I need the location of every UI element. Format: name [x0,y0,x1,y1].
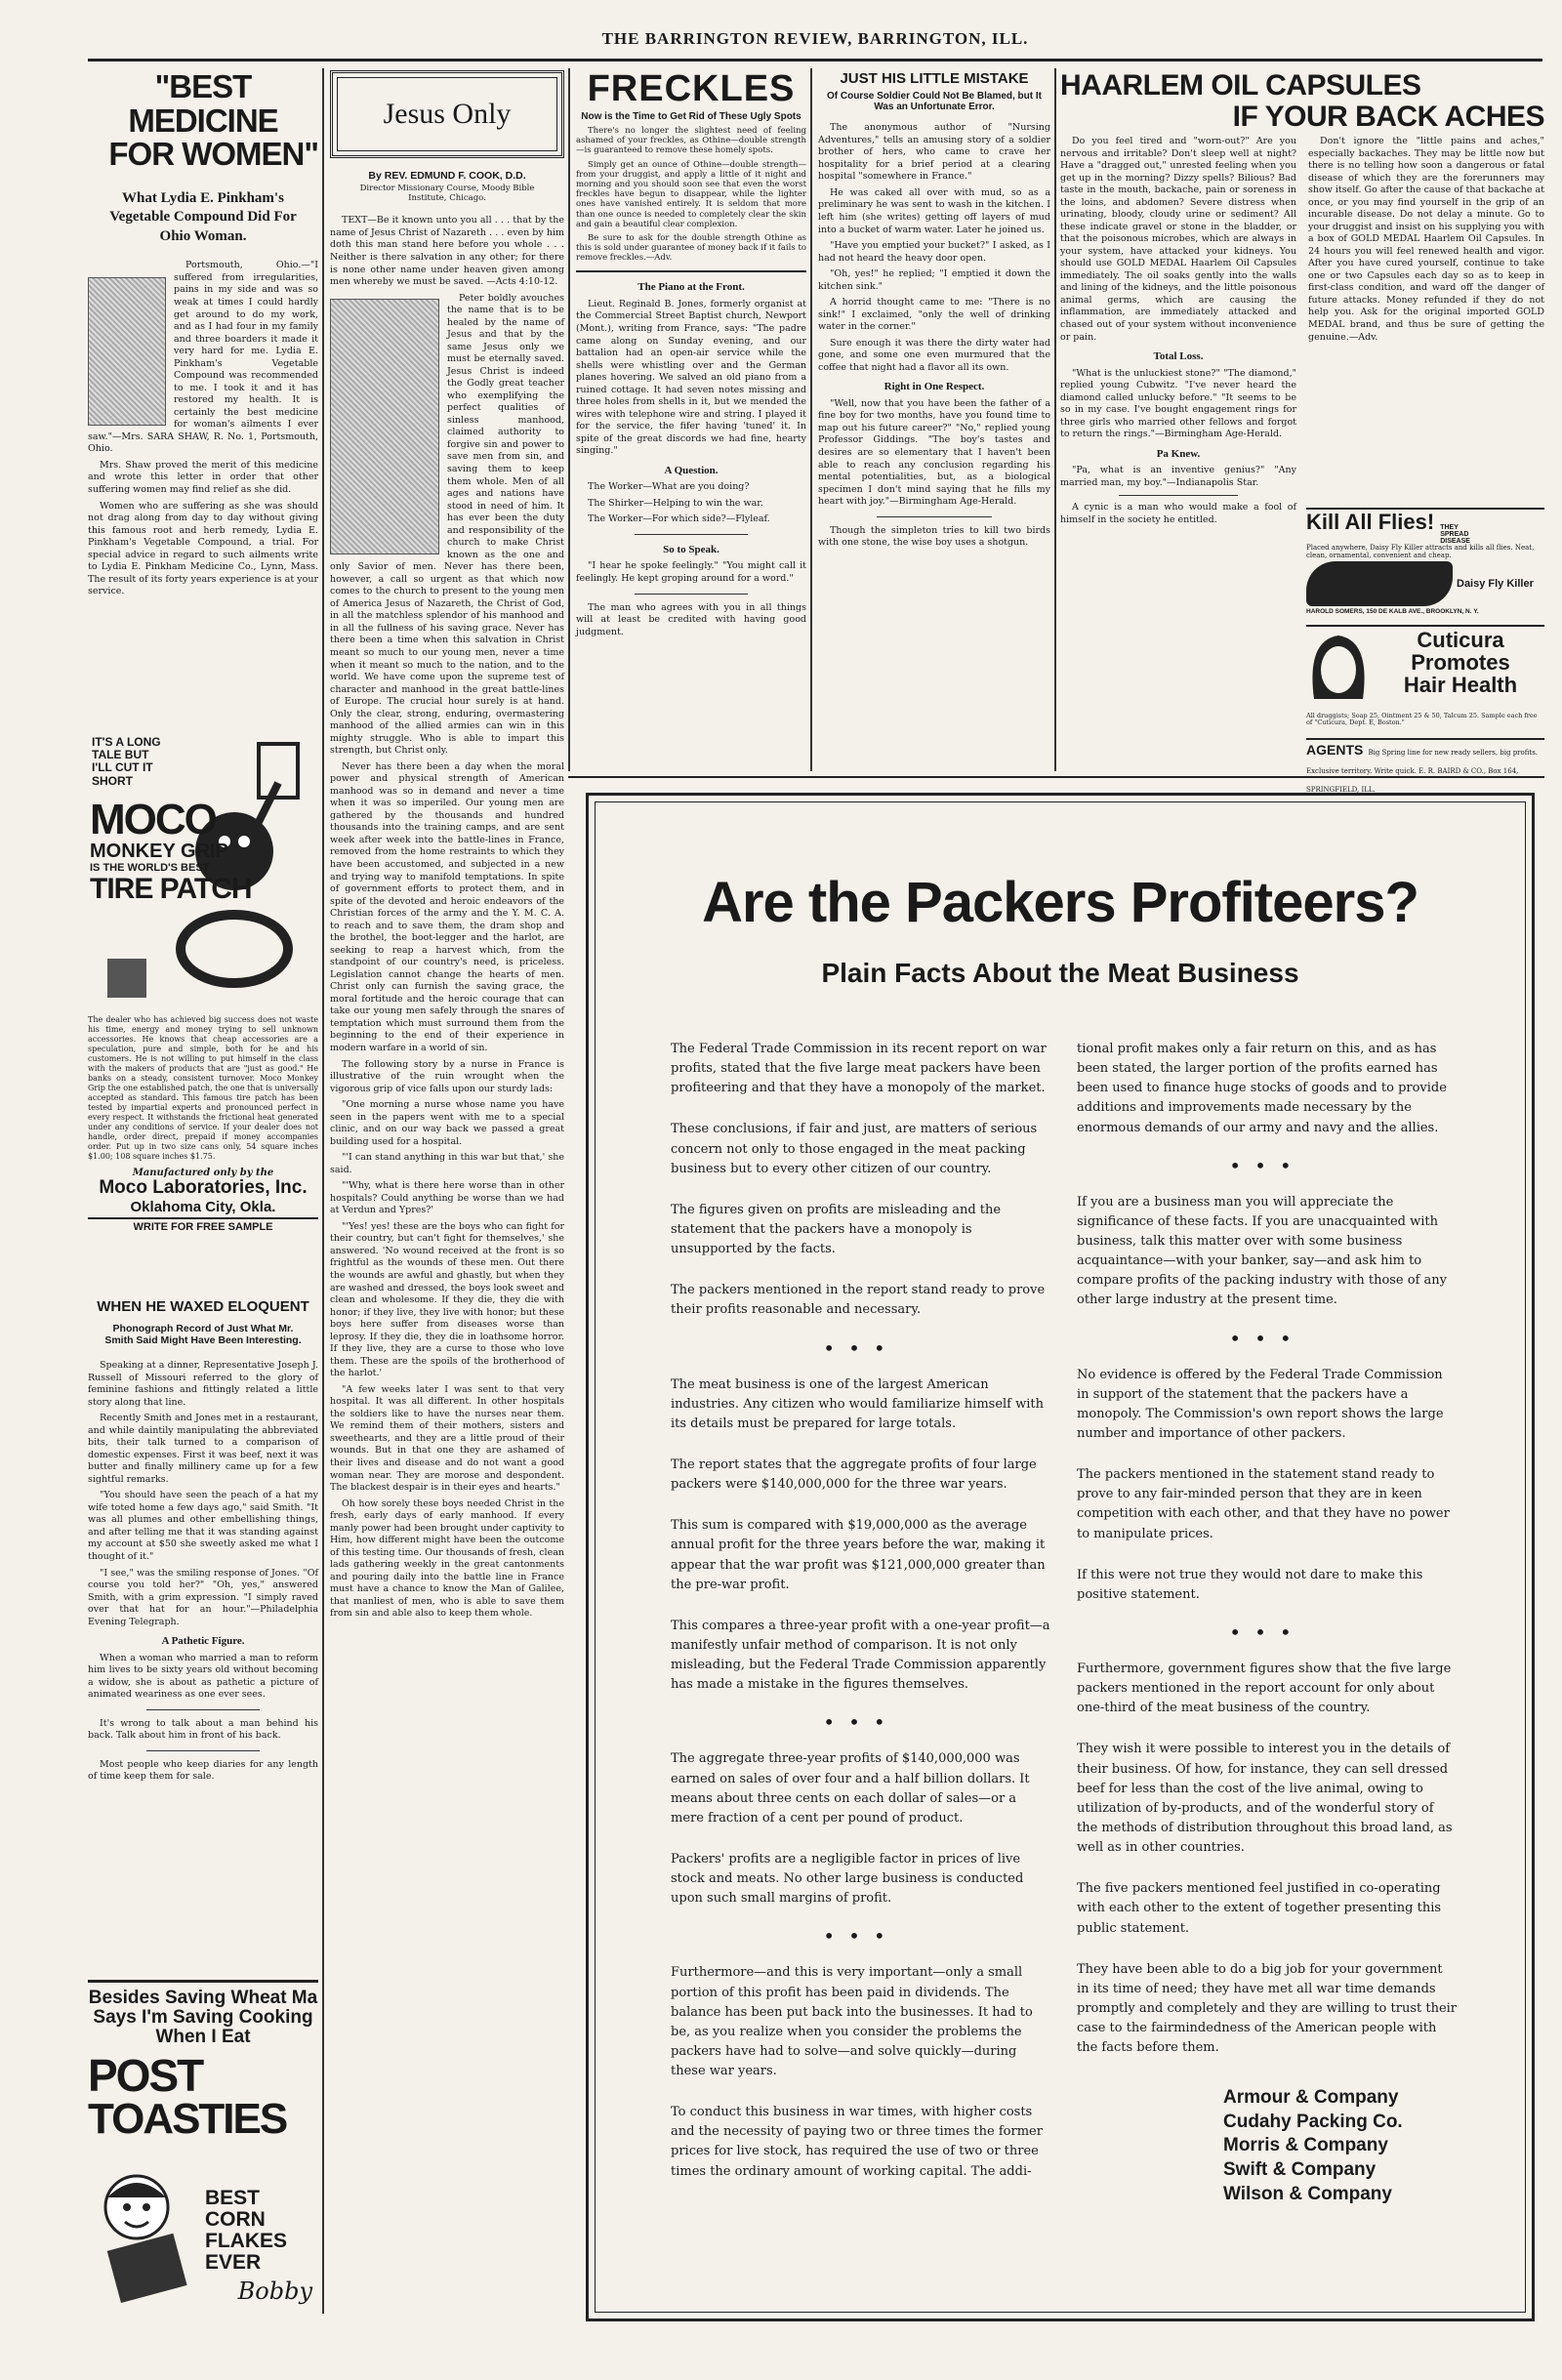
right-heading: Right in One Respect. [884,381,985,393]
column-rule [568,68,570,771]
toasties-ad [88,1980,318,2315]
moco-line-1: MONKEY GRIP [90,841,228,862]
pinkham-body: Portsmouth, Ohio.—"I suffered from irregularities, pains in my side and was so weak at times I could hardly get around to do my work, and as I had four in my family and three boarders it made it very hard for me. Lydia E. Pinkham's Vegetable Compound was recommended to me. I took it and it has restored my health. It is certainly the best medicine for woman's ailments I ever saw."—Mrs. SARA SHAW, R. No. 1, Portsmouth, Ohio. [88,260,318,455]
question-body: The Worker—What are you doing? [588,481,750,493]
packers-paragraph: Packers' profits are a negligible factor in prices of live stock and meats. No other large business is conducted upon such small margins of profit. [671,1851,1024,1907]
packers-subtitle: Plain Facts About the Meat Business [821,958,1299,988]
packers-paragraph: Furthermore, government figures show that the five large packers mentioned in the report account for only about one-third of the meat business of the country. [1077,1661,1452,1716]
moco-slogan: IT'S A LONG TALE BUT I'LL CUT IT SHORT [92,735,161,788]
pa-heading: Pa Knew. [1156,447,1201,460]
haarlem-body: Do you feel tired and "worn-out?" Are you nervous and irritable? Don't sleep well at night? Have a "dragged out," unrested feeling when you get up in the morning? Dizzy spells? Bilious? Bad taste in the mouth, backache, pain or soreness in the loins, and abdomen? Severe distress when urinating, bloody, cloudy urine or sediment? All these indicate gravel or stone in the bladder, or that the poisonous microbes, which are always in your system, have attacked your kidneys. You should use GOLD MEDAL Haarlem Oil Capsules immediately. The oil soaks gently into the walls and lining of the kidneys, and the little poisonous animal germs, which are causing the inflammation, are immediately attacked and chased out of your system without inconvenience or pain. [1060,136,1296,343]
cuticura-small: All druggists; Soap 25, Ointment 25 & 50, Talcum 25. Sample each free of "Cuticura, Dept. E, Boston." [1306,712,1538,727]
freckles-column [576,70,806,771]
jesus-text: TEXT—Be it known unto you all . . . that by the name of Jesus Christ of Nazareth . . . even by him doth this man stand here before you whole . . . Neither is there salvation in any other; for there is none other name under heaven given among men whereby we must be saved. —Acts 4:10-12. [330,215,564,288]
wrong-body: It's wrong to talk about a man behind his back. Talk about him in front of his back. [88,1717,318,1742]
freckles-body: Simply get an ounce of Othine—double strength—from your druggist, and apply a little of it night and morning and you should soon see that even the worst freckles have begun to disappear, while the lighter ones have vanished entirely. It is seldom that more than one ounce is needed to completely clear the skin and gain a beautiful clear complexion. [576,159,806,229]
packers-paragraph: The meat business is one of the largest American industries. Any citizen who would familiarize himself with its details must be prepared for large totals. [671,1376,1044,1431]
packers-paragraph: If you are a business man you will appreciate the significance of these facts. If you are unacquainted with business, talk this matter over with some business acquaintance—with your banker, say—and ask him to compare profits of the packing industry with those of any other large industry at the present time. [1077,1194,1447,1308]
jesus-body: "One morning a nurse whose name you have seen in the papers went with me to a special clinic, and on our way back we passed a great building used for a hospital. [330,1099,564,1147]
packer-signer: Swift & Company [1223,2159,1377,2181]
jesus-byline: By REV. EDMUND F. COOK, D.D. [368,170,526,182]
waxed-subhead: Phonograph Record of Just What Mr. Smith Said Might Have Been Interesting. [104,1323,302,1346]
moco-company: Moco Laboratories, Inc. [99,1177,308,1198]
column-rule [322,68,324,2314]
waxed-body: Speaking at a dinner, Representative Joseph J. Russell of Missouri referred to the glory of feminine fashions and fittingly related a little story along that line. [88,1360,318,1408]
haarlem-ad [1060,70,1544,578]
packer-signer: Wilson & Company [1223,2183,1392,2204]
column-rule [810,68,812,771]
waxed-article [88,1298,318,1972]
packers-signers [1223,2086,1477,2206]
jesus-body: "'Yes! yes! these are the boys who can fight for their country, but can't fight for themselves,' she answered. 'No wound received at the front is so frightful as the wounds of these men. Out there the wounds are awful and ghastly, but when they are washed and dressed, the boys look sweet and clean and wholesome. If they die, they die with honor; if they live, they live with honor; but these boys here suffer from diseases worse than leprosy. If they die, they die in loathsome horror. If they live, they are a curse to those who love them. These are the spoils of the brotherhood of the harlot.' [330,1220,564,1379]
fly-killer-illustration [1306,561,1453,606]
packer-signer: Cudahy Packing Co. [1223,2111,1403,2132]
flies-tag: THEY SPREAD DISEASE [1440,524,1470,545]
separator-dots: ••• [1229,1620,1305,1644]
mistake-headline: JUST HIS LITTLE MISTAKE [840,70,1029,87]
packers-paragraph: This sum is compared with $19,000,000 as the average annual profit for the three years before the war, making it appear that the war profit was $121,000,000 greater than the pre-war profit. [671,1518,1046,1592]
packers-paragraph: They have been able to do a big job for your government in its time of need; they have met all war time demands promptly and completely and they are willing to trust their case to the fairmindedness of the American people with the facts before them. [1077,1961,1458,2056]
packers-paragraph: This compares a three-year profit with a one-year profit—a manifestly unfair method of comparison. It is not only misleading, but the Federal Trade Commission apparently has made a mistake in the figures themselves. [671,1618,1050,1693]
toasties-brand-2: TOASTIES [88,2094,287,2143]
agents-ad [1306,738,1544,794]
cuticura-ad [1306,625,1544,736]
haarlem-headline-2: IF YOUR BACK ACHES [1232,100,1544,133]
agents-body: Big Spring line for new ready sellers, big profits. Exclusive territory. Write quick. E. R. BAIRD & CO., Box 164, SPRINGFIELD, ILL. [1306,749,1539,794]
flies-ad [1306,508,1544,625]
loss-body: "What is the unluckiest stone?" "The diamond," replied young Cubwitz. "I've never heard the diamond called unlucky before." "It seems to be so in my case. I've bought engagement rings for three girls who married other fellows and forgot to return the rings."—Birmingham Age-Herald. [1060,367,1296,440]
pinkham-body: Mrs. Shaw proved the merit of this medicine and wrote this letter in order that other suffering women may find relief as she did. [88,459,318,495]
jesus-body: "A few weeks later I was sent to that very hospital. It was all different. In other hospitals the soldiers like to have the nurses near them. We remind them of their mothers, sisters and sweethearts, and they are a little proud of their wounds. But in that one they are ashamed of their lives and disease and do not want a good woman near. They are morose and despondent. The blackest despair is in their eyes and hearts." [330,1383,564,1494]
packers-paragraph: The packers mentioned in the statement stand ready to prove to any fair-minded person that they are in keen competition with each other, and that they have no power to manipulate prices. [1077,1467,1450,1541]
separator-dots: ••• [823,1924,899,1949]
piano-heading: The Piano at the Front. [637,281,745,294]
packers-paragraph: tional profit makes only a fair return on this, and as has been stated, the larger portion of the profits earned has been used to finance huge stocks of goods and to provide additions and improvements made necessary by the enormous demands of our army and navy and the allies. [1077,1042,1447,1135]
packers-paragraph: The aggregate three-year profits of $140,000,000 was earned on sales of over four and a half billion dollars. It means about three cents on each dollar of sales—or a mere fraction of a cent per pound of product. [671,1751,1030,1826]
freckles-body: There's no longer the slightest need of feeling ashamed of your freckles, as Othine—double strength—is guaranteed to remove these homely spots. [576,126,806,156]
woman-face-illustration [1306,631,1371,709]
column-rule [1054,68,1056,771]
pa-body: "Pa, what is an inventive genius?" "Any married man, my boy."—Indianapolis Star. [1060,465,1296,488]
packers-left-column [671,1040,1051,2299]
mistake-column [818,70,1050,771]
packers-paragraph: The packers mentioned in the report stand ready to prove their profits reasonable and necessary. [671,1283,1046,1318]
moco-line-2: IS THE WORLD'S BEST [90,862,210,874]
jesus-only-article [330,70,564,2316]
jesus-body: Oh how sorely these boys needed Christ in the fresh, early days of early manhood. If every manly power had been brought under captivity to Him, how different might have been the outcome of this testing time. Our thousands of fresh, clean lads gathering weekly in the great cantonments and pouring daily into the battle line in France must have a chance to know the Man of Galilee, that manliest of men, who is able to save them from sin and able also to keep them whole. [330,1498,564,1620]
packers-paragraph: The five packers mentioned feel justified in co-operating with each other to the extent of together presenting this public statement. [1077,1881,1442,1936]
pinkham-headline-2: FOR WOMEN" [108,136,318,173]
masthead: THE BARRINGTON REVIEW, BARRINGTON, ILL. [601,29,1029,48]
packers-paragraph: Furthermore—and this is very important—only a small portion of this profit has been paid in dividends. The balance has been put back into the businesses. It had to be, as you realize when you consider the problems the packers have had to solve—and solve quickly—during these war years. [671,1965,1033,2079]
pathetic-body: When a woman who married a man to reform him lives to be sixty years old without becoming a widow, she is about as pathetic a picture of animated weariness as one ever sees. [88,1652,318,1701]
credited-body: The man who agrees with you in all things will at least be credited with having good judgment. [576,601,806,637]
masthead-rule [88,59,1542,62]
simpleton-body: Though the simpleton tries to kill two birds with one stone, the wise boy uses a shotgun. [818,524,1050,549]
speak-body: "I hear he spoke feelingly." "You might call it feelingly. He kept groping around for a word." [576,560,806,585]
speak-heading: So to Speak. [663,543,719,555]
toasties-signature: Bobby [237,2277,312,2305]
jesus-body: "'Why, what is there here worse than in other hospitals? Could anything be worse than we had at Verdun and Ypres?' [330,1180,564,1216]
mistake-subhead: Of Course Soldier Could Not Be Blamed, but It Was an Unfortunate Error. [826,91,1042,113]
mistake-body: "Oh, yes!" he replied; "I emptied it down the kitchen sink." [818,268,1050,292]
haarlem-headline-1: HAARLEM OIL CAPSULES [1060,69,1421,102]
packers-paragraph: The figures given on profits are misleading and the statement that the packers have a monopoly is unsupported by the facts. [671,1202,1002,1257]
freckles-headline: FRECKLES [587,68,796,109]
agents-headline: AGENTS [1306,742,1364,758]
moco-body: The dealer who has achieved big success does not waste his time, energy and money trying to sell unknown accessories. He knows that cheap accessories are a speculation, pure and simple, both for he and his customers. He is not willing to put himself in the class with the makers of products that are "just as good." He banks on a steady, consistent turnover. Moco Monkey Grip the one established patch, the one that is universally accepted as standard. This famous tire patch has been tested by impartial experts and pronounced perfect in every respect. It withstands the frictional heat generated under any conditions of service. If your dealer does not handle, order direct, prepaid if money accompanies order. Put up in two size cans only, 54 square inches $1.00; 108 square inches $1.75. [88,1015,318,1161]
separator-dots: ••• [823,1335,899,1360]
mistake-body: He was caked all over with mud, so as a preliminary he was sent to wash in the kitchen. I left him (she writes) getting off layers of mud into a bucket of warm water. Later he joined us. [818,186,1050,235]
question-body: The Shirker—Helping to win the war. [588,497,763,509]
jesus-title: Jesus Only [337,77,557,151]
haarlem-body: Don't ignore the "little pains and aches," especially backaches. They may be little now but there is no telling how soon a dangerous or fatal disease of which they are the forerunners may show itself. Go after the cause of that backache at once, or you may find yourself in the grip of an incurable disease. Do not delay a minute. Go to your druggist and insist on his supplying you with a box of GOLD MEDAL Haarlem Oil Capsules. In 24 hours you will feel renewed health and vigor. After you have cured yourself, continue to take one or two Capsules each day so as to keep in first-class condition, and ward off the danger of future attacks. Money refunded if they do not help you. Ask for the original imported GOLD MEDAL brand, and thus be sure of getting the genuine.—Adv. [1308,136,1544,343]
mistake-body: "Have you emptied your bucket?" I asked, as I had not heard the heavy door open. [818,240,1050,264]
jesus-title-box [330,70,564,158]
cook-portrait [330,299,439,554]
waxed-body: Recently Smith and Jones met in a restaurant, and while daintily manipulating the abbreviated bits, their talk turned to a comparison of domestic expenses. First it was beef, next it was butter and finally millinery came up for a few sightful remarks. [88,1413,318,1485]
packers-paragraph: To conduct this business in war times, with higher costs and the necessity of paying two or three times the former prices for live stock, has required the use of two or three times the ordinary amount of working capital. The addi- [671,2105,1043,2179]
right-body: "Well, now that you have been the father of a fine boy for two months, have you found time to map out his future career?" "No," replied young Professor Giddings. "The boy's tastes and desires are so elementary that I haven't been able to reach any conclusion regarding his mental potentialities, but, as a biological specimen I don't mind saying that he fills my heart with joy."—Birmingham Age-Herald. [818,397,1050,508]
pinkham-headline-1: "BEST MEDICINE [128,68,278,139]
moco-city: Oklahoma City, Okla. [130,1198,276,1215]
packer-signer: Morris & Company [1223,2135,1388,2156]
boy-illustration [88,2168,195,2305]
pathetic-heading: A Pathetic Figure. [161,1635,245,1648]
cuticura-line-1: Cuticura [1417,628,1504,652]
separator-dots: ••• [823,1710,899,1735]
packers-paragraph: They wish it were possible to interest you in the details of their business. Of how, for instance, they can sell dressed beef for less than the cost of the live animal, owing to utilization of by-products, and of the wonderful story of the methods of distribution throughout this broad land, as well as in other countries. [1077,1742,1453,1856]
waxed-body: "You should have seen the peach of a hat my wife toted home a few days ago," said Smith. "It was all plumes and other embellishing things, and after telling me that it was standing against my account at $50 she sweetly asked me what I thought of it." [88,1490,318,1562]
diaries-body: Most people who keep diaries for any length of time keep them for sale. [88,1758,318,1783]
moco-line-3: TIRE PATCH [90,873,252,906]
jesus-body: The following story by a nurse in France is illustrative of the ruin wrought when the vigorous grip of vice falls upon our sturdy lads: [330,1058,564,1094]
question-heading: A Question. [664,464,719,476]
packers-paragraph: No evidence is offered by the Federal Trade Commission in support of the statement that the packers have a monopoly. The Commission's own report shows the large number and importance of other packers. [1077,1367,1444,1441]
cynic-body: A cynic is a man who would make a fool of himself in the society he entitled. [1060,502,1296,525]
packers-paragraph: The Federal Trade Commission in its recent report on war profits, stated that the five large meat packers have been profiteering and that they have a monopoly of the market. [671,1042,1047,1096]
packers-paragraph: These conclusions, if fair and just, are matters of serious concern not only to those engaged in the meat packing business but to every other citizen of our country. [671,1122,1038,1176]
jesus-body: Never has there been a day when the moral power and physical strength of American manhood was so in demand and never a time when it was so imperiled. Our young men are gathered by the thousands and hundred thousands into the training camps, and are sent week after week into the battle-lines in France, removed from the home restraints to which they have been accustomed, and subjected in a new and trying way to manifold temptations. In spite of government efforts to protect them, and in spite of the devoted and heroic endeavors of the Christian forces of the army and the Y. M. C. A. to reach and to save them, the dram shop and the brothel, the boot-legger and the harlot, are seeking to reap a harvest which, from the standpoint of our country's need, is priceless. Legislation cannot change the hearts of men. Christ only can furnish the saving grace, the moral fortitude and the heroic courage that can take our young men safely through the snares of temptation which must surround them from the beginning to the end of their experience in modern warfare in a world of sin. [330,760,564,1053]
packers-paragraph: If this were not true they would not dare to make this positive statement. [1077,1567,1423,1602]
mistake-body: The anonymous author of "Nursing Adventures," tells an amusing story of a soldier brother of hers, who came to crave her hospitality for a brief period at a clearing hospital "somewhere in France." [818,122,1050,183]
jesus-role: Director Missionary Course, Moody Bible Institute, Chicago. [359,184,535,204]
toasties-line-2: BEST CORN FLAKES EVER [205,2187,287,2275]
flies-body: Placed anywhere, Daisy Fly Killer attracts and kills all flies. Neat, clean, ornamental, convenient and cheap. [1306,544,1535,559]
flies-brand: Daisy Fly Killer [1457,578,1534,591]
moco-ad [88,734,318,1281]
separator-dots: ••• [1229,1153,1305,1177]
moco-sample: WRITE FOR FREE SAMPLE [88,1217,318,1233]
pinkham-subhead: What Lydia E. Pinkham's Vegetable Compound Did For Ohio Woman. [109,189,297,244]
separator-dots: ••• [1229,1326,1305,1350]
toasties-line-1: Besides Saving Wheat Ma Says I'm Saving Cooking When I Eat [88,1988,318,2047]
mistake-body: A horrid thought came to me: "There is no sink!" I exclaimed, "only the well of drinking water in the corner." [818,297,1050,333]
waxed-headline: WHEN HE WAXED ELOQUENT [97,1298,309,1315]
flies-headline: Kill All Flies! [1306,510,1435,534]
toasties-brand-1: POST [88,2049,203,2101]
moco-made-by: Manufactured only by the [132,1168,274,1178]
waxed-body: "I see," was the smiling response of Jones. "Of course you told her?" "Oh, yes," answered Smith, with a grim expression. "I simply raved over that hat for an hour."—Philadelphia Evening Telegraph. [88,1567,318,1627]
packers-title: Are the Packers Profiteers? [702,871,1418,934]
packers-paragraph: The report states that the aggregate profits of four large packers were $140,000,000 for the three war years. [671,1457,1037,1493]
pinkham-ad [88,70,318,734]
mistake-body: Sure enough it was there the dirty water had gone, and some one even murmured that the coffee that night had a flavor all its own. [818,337,1050,373]
freckles-body: Be sure to ask for the double strength Othine as this is sold under guarantee of money back if it fails to remove freckles.—Adv. [576,232,806,264]
woman-portrait [88,277,166,426]
jesus-body: "'I can stand anything in this war but that,' she said. [330,1152,564,1175]
pinkham-body: Women who are suffering as she was should not drag along from day to day without giving this famous root and herb remedy, Lydia E. Pinkham's Vegetable Compound, a trial. For special advice in regard to such ailments write to Lydia E. Pinkham Medicine Co., Lynn, Mass. The result of its forty years experience is at your service. [88,500,318,597]
moco-brand: MOCO [90,796,216,843]
jesus-body: Peter boldly avouches the name that is to be healed by the name of Jesus and that by the same Jesus only we must be eternally saved. Jesus Christ is indeed the Godly great teacher who exemplifying the perfect qualities of sinless manhood, claimed authority to forgive sin and power to save men from sin, and saving them to keep them whole. Men of all ages and nations have stood in need of him. It has ever been the duty and responsibility of the church to make Christ known as the one and only Savior of men. Never has there been, however, a call so urgent as that which now comes to the church to present to the young men of America Jesus of Nazareth, the Christ of God, in all the matchless splendor of his manhood and in all the fullness of his saving grace. Never has there been a time when this salvation in Christ meant so much to our young men, never a time when it meant so much to the nation, and to the world. We have come upon the supreme test of character and manhood in the great battle-lines of Europe. The crucial hour surely is at hand. Only the clear, strong, enduring, overmastering manhood of the allied armies can win in this mighty struggle. Who is able to impart this strength, but Christ only. [330,292,564,757]
cuticura-line-2: Promotes [1411,650,1510,676]
question-body: The Worker—For which side?—Flyleaf. [588,513,770,525]
flies-address: HAROLD SOMERS, 150 DE KALB AVE., BROOKLYN, N. Y. [1306,608,1479,616]
loss-heading: Total Loss. [1153,350,1204,363]
piano-body: Lieut. Reginald B. Jones, formerly organist at the Commercial Street Baptist church, Newport (Mont.), writing from France, says: "The padre came along on Sunday evening, and our battalion had an open-air service while the shells were whistling over and the German planes hovering. We salved an old piano from a ruined cottage. It had seven notes missing and three holes from shells in it, but we mended the wires with telephone wire and string. I played it for the service, the fifer having 'tuned' it. In spite of the great discords we had fine, hearty singing." [576,298,806,457]
packers-ad [586,793,1535,2321]
packer-signer: Armour & Company [1223,2087,1399,2108]
cuticura-line-3: Hair Health [1403,673,1518,698]
freckles-subhead: Now is the Time to Get Rid of These Ugly Spots [581,111,802,122]
